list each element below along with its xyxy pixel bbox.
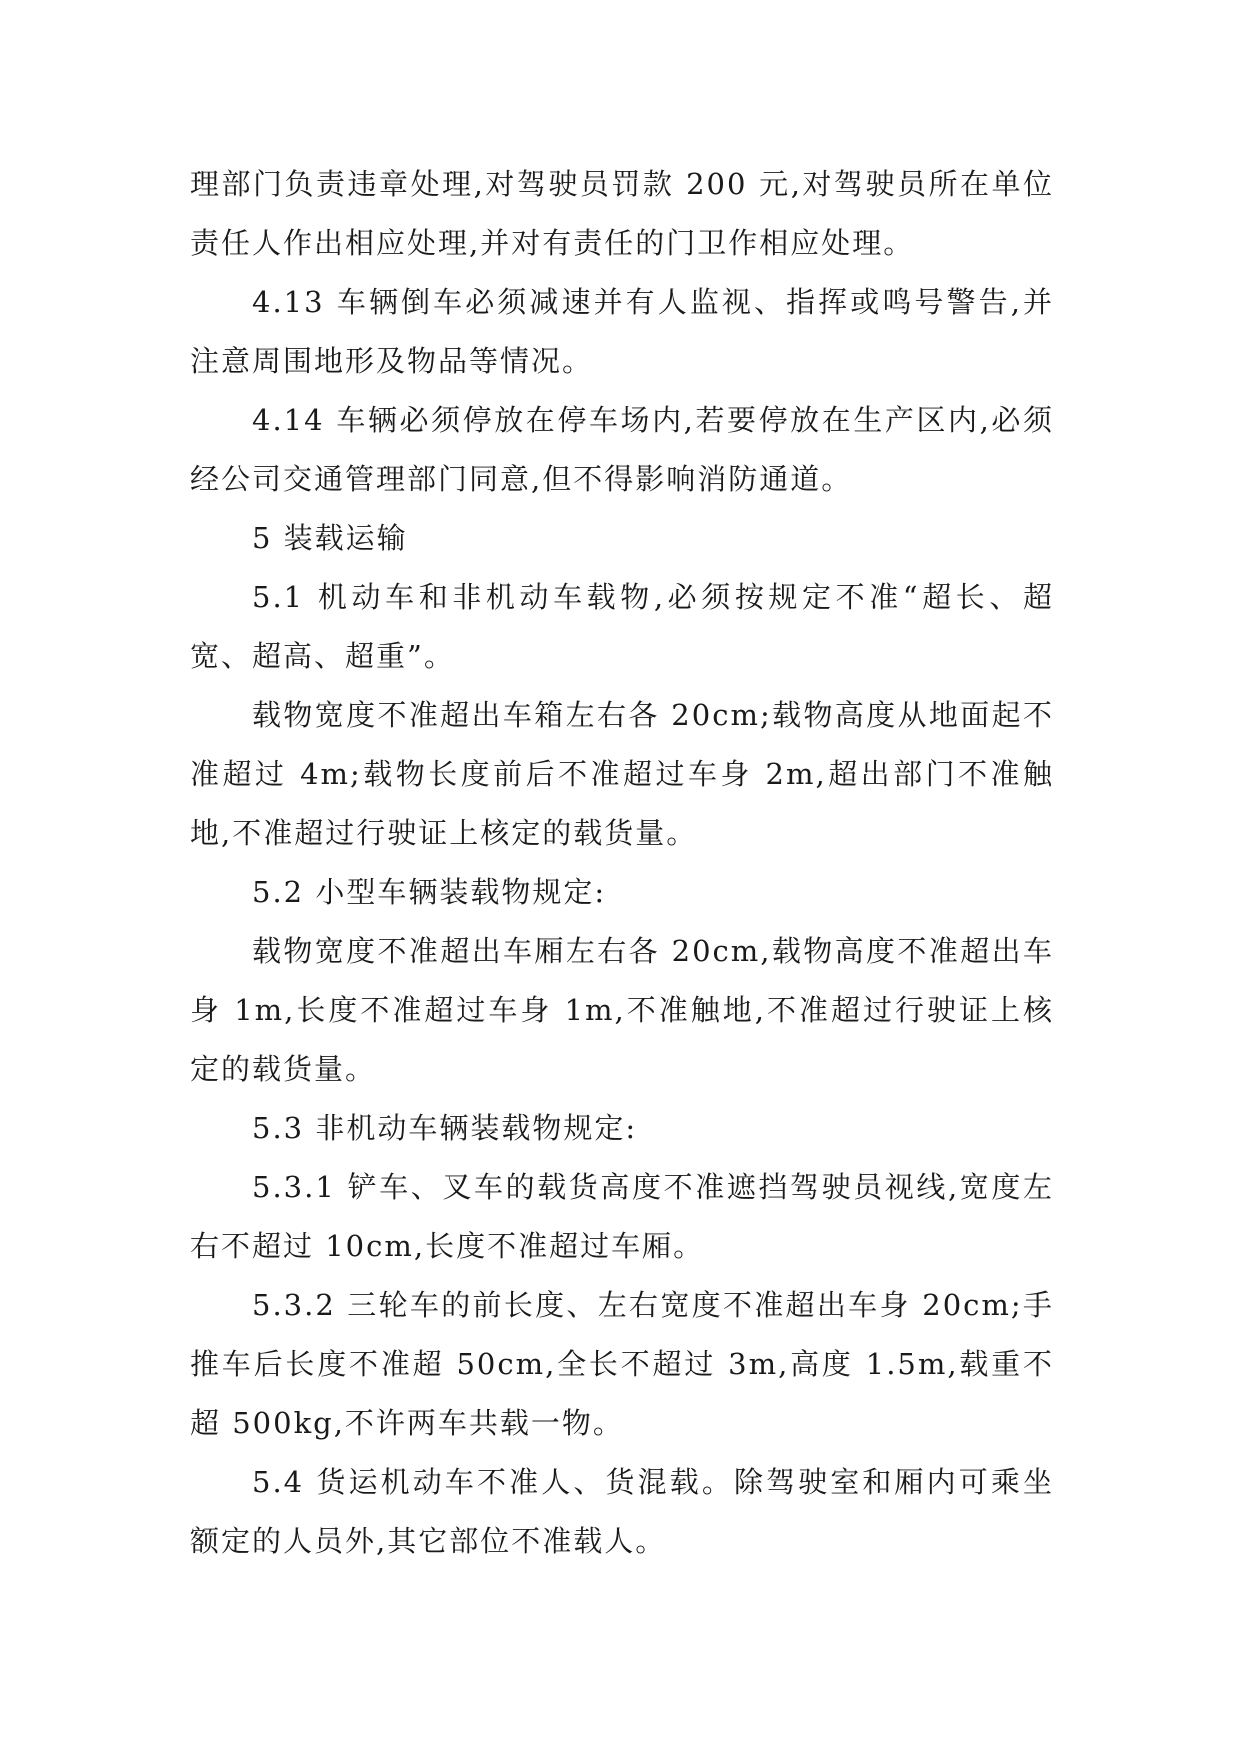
paragraph: 5.3.2 三轮车的前长度、左右宽度不准超出车身 20cm;手推车后长度不准超 50cm,全长不超过 3m,高度 1.5m,载重不超 500kg,不许两车共载一物。 <box>190 1288 1054 1440</box>
paragraph: 4.13 车辆倒车必须减速并有人监视、指挥或鸣号警告,并注意周围地形及物品等情况。 <box>190 285 1054 378</box>
paragraph: 5.2 小型车辆装载物规定: <box>252 875 607 909</box>
paragraph: 载物宽度不准超出车箱左右各 20cm;载物高度从地面起不准超过 4m;载物长度前后不准超过车身 2m,超出部门不准触地,不准超过行驶证上核定的载货量。 <box>190 698 1054 850</box>
paragraph: 理部门负责违章处理,对驾驶员罚款 200 元,对驾驶员所在单位责任人作出相应处理,并对有责任的门卫作相应处理。 <box>190 167 1054 260</box>
paragraph: 5.3 非机动车辆装载物规定: <box>252 1111 638 1145</box>
paragraph: 5.3.1 铲车、叉车的载货高度不准遮挡驾驶员视线,宽度左右不超过 10cm,长度不准超过车厢。 <box>190 1170 1054 1263</box>
section-heading: 5 装载运输 <box>252 521 408 555</box>
paragraph: 5.4 货运机动车不准人、货混载。除驾驶室和厢内可乘坐额定的人员外,其它部位不准载人。 <box>190 1465 1054 1558</box>
document-page <box>190 155 1054 1571</box>
paragraph: 4.14 车辆必须停放在停车场内,若要停放在生产区内,必须经公司交通管理部门同意,但不得影响消防通道。 <box>190 403 1054 496</box>
paragraph: 载物宽度不准超出车厢左右各 20cm,载物高度不准超出车身 1m,长度不准超过车身 1m,不准触地,不准超过行驶证上核定的载货量。 <box>190 934 1054 1086</box>
paragraph: 5.1 机动车和非机动车载物,必须按规定不准“超长、超宽、超高、超重”。 <box>190 580 1054 673</box>
